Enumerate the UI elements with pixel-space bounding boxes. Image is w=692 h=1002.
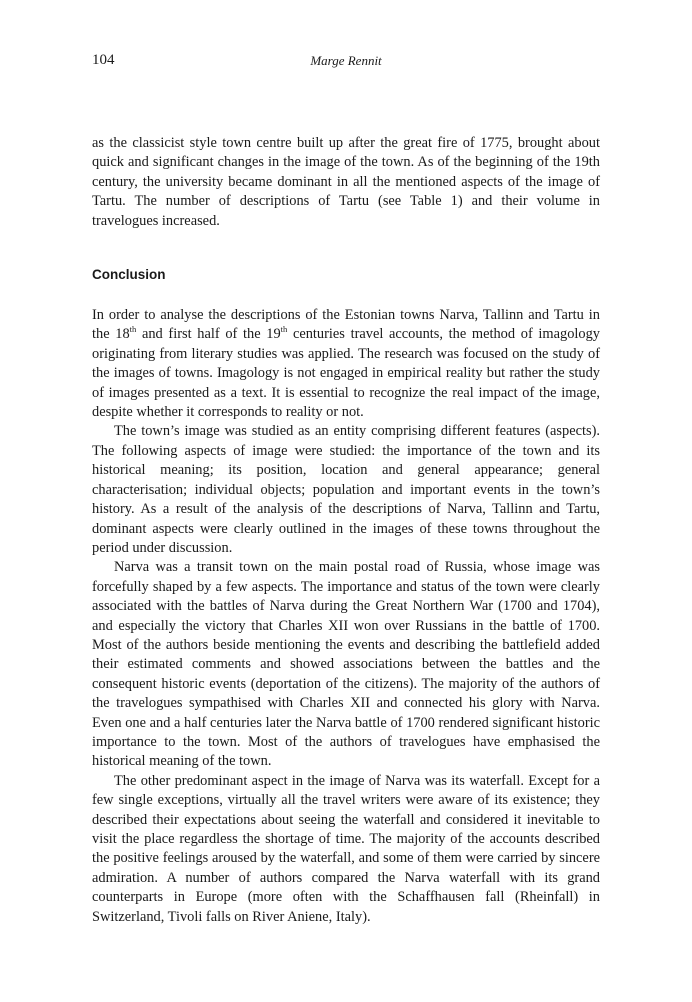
running-head-author: Marge Rennit	[310, 53, 382, 68]
superscript-th-2: th	[280, 324, 288, 335]
conclusion-paragraph-4: The other predominant aspect in the image of Narva was its waterfall. Except for a few single exceptions, virtually all the travel writers were aware of its existence; they described their expectations about seeing the waterfall and considered it inevitable to visit the place regardless the shortage of time. The majority of the accounts described the positive feelings aroused by the waterfall, and some of them were carried by sincere admiration. A number of authors compared the Narva waterfall with its grand counterparts in Europe (more often with the Schaffhausen fall (Rheinfall) in Switzerland, Tivoli falls on River Aniene, Italy).	[92, 772, 600, 925]
intro-paragraph: as the classicist style town centre built up after the great fire of 1775, brought about quick and significant changes in the image of the town. As of the beginning of the 19th century, the university became dominant in all the mentioned aspects of the image of Tartu. The number of descriptions of Tartu (see Table 1) and their volume in travelogues increased.	[92, 135, 600, 229]
page-number: 104	[92, 52, 115, 68]
paragraph-1-text-b: and first half of the 19	[136, 326, 281, 343]
superscript-th-1: th	[129, 324, 137, 335]
conclusion-paragraph-2: The town’s image was studied as an entity comprising different features (aspects). The following aspects of image were studied: the importance of the town and its historical meaning; its position, location and general appearance; general characterisation; individual objects; population and important events in the town’s history. As a result of the analysis of the descriptions of Narva, Tallinn and Tartu, dominant aspects were clearly outlined in the images of these towns throughout the period under discussion.	[92, 423, 600, 556]
section-heading: Conclusion	[92, 267, 166, 283]
conclusion-paragraph-1	[92, 306, 600, 422]
body-text	[92, 134, 600, 927]
paragraph-1-text-c: centuries travel accounts, the method of imagology originating from literary studies was applied. The research was focused on the study of the images of towns. Imagology is not engaged in empirical reality but rather the study of images presented as a text. It is essential to recognize the real impact of the image, despite whether it corresponds to reality or not.	[92, 326, 600, 421]
conclusion-paragraph-3: Narva was a transit town on the main postal road of Russia, whose image was forcefully shaped by a few aspects. The importance and status of the town were clearly associated with the battles of Narva during the Great Northern War (1700 and 1704), and especially the victory that Charles XII won over Russians in the battle of 1700. Most of the authors beside mentioning the events and describing the battlefield added their estimated comments and showed associations between the battles and the consequent historic events (deportation of the citizens). The majority of the authors of the travelogues sympathised with Charles XII and connected his glory with Narva. Even one and a half centuries later the Narva battle of 1700 rendered significant historic importance to the town. Most of the authors of travelogues have emphasised the historical meaning of the town.	[92, 559, 600, 770]
page-header	[92, 52, 600, 74]
paragraph-1-text-a: In order to analyse the descriptions of the Estonian towns Narva, Tallinn and Tartu in the 18	[92, 307, 600, 343]
